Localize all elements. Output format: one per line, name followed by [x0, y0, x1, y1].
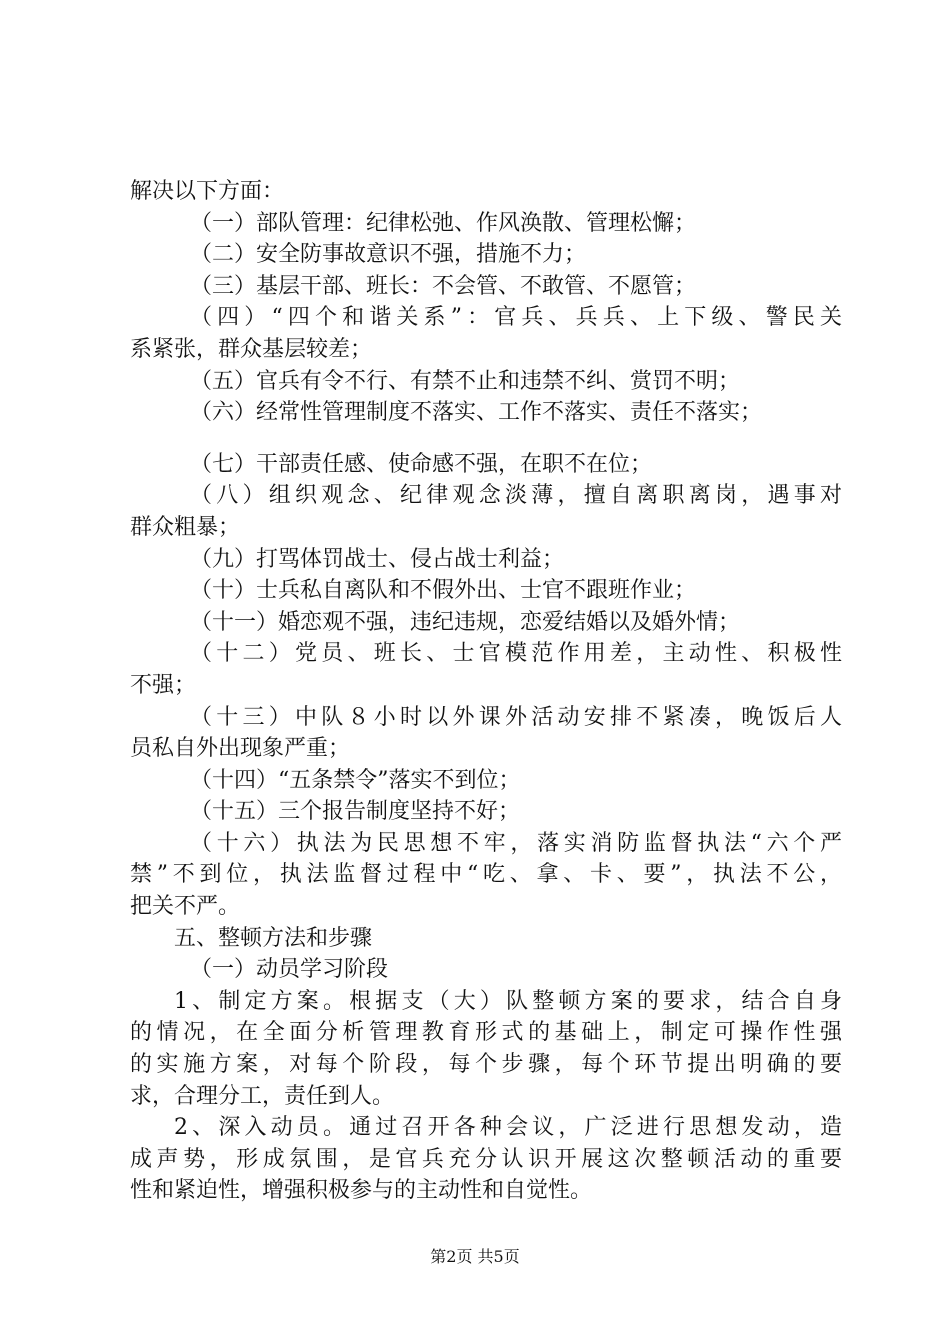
- list-item-13: （十三）中队８小时以外课外活动安排不紧凑，晚饭后人: [190, 704, 842, 730]
- paragraph-line: 的情况，在全面分析管理教育形式的基础上，制定可操作性强: [130, 1020, 842, 1046]
- paragraph-line: 解决以下方面：: [130, 179, 285, 204]
- list-item-16-end: 把关不严。: [130, 894, 241, 920]
- list-item-14: （十四）“五条禁令”落实不到位；: [190, 767, 521, 793]
- list-item-16-continued: 禁”不到位，执法监督过程中“吃、拿、卡、要”，执法不公，: [130, 862, 842, 888]
- list-item-4-continued: 系紧张，群众基层较差；: [130, 336, 373, 362]
- list-item-8: （八）组织观念、纪律观念淡薄，擅自离职离岗，遇事对: [190, 483, 842, 509]
- list-item-9: （九）打骂体罚战士、侵占战士利益；: [190, 546, 565, 572]
- list-item-1: （一）部队管理：纪律松弛、作风涣散、管理松懈；: [190, 210, 697, 236]
- list-item-11: （十一）婚恋观不强，违纪违规，恋爱结婚以及婚外情；: [190, 609, 741, 635]
- paragraph-line: 的实施方案，对每个阶段，每个步骤，每个环节提出明确的要: [130, 1052, 842, 1078]
- list-item-5: （五）官兵有令不行、有禁不止和违禁不纠、赏罚不明；: [190, 368, 741, 394]
- list-item-7: （七）干部责任感、使命感不强，在职不在位；: [190, 451, 653, 477]
- paragraph-line: 成声势，形成氛围，是官兵充分认识开展这次整顿活动的重要: [130, 1146, 842, 1172]
- document-body: [130, 176, 842, 1207]
- list-item-6: （六）经常性管理制度不落实、工作不落实、责任不落实；: [190, 400, 763, 426]
- list-item-12-continued: 不强；: [130, 672, 197, 698]
- paragraph-line: 求，合理分工，责任到人。: [130, 1083, 395, 1109]
- list-item-13-continued: 员私自外出现象严重；: [130, 736, 351, 762]
- list-item-16: （十六）执法为民思想不牢，落实消防监督执法“六个严: [190, 830, 842, 856]
- list-item-8-continued: 群众粗暴；: [130, 514, 241, 540]
- list-item-4: （四）“四个和谐关系”：官兵、兵兵、上下级、警民关: [190, 305, 842, 331]
- list-item-3: （三）基层干部、班长：不会管、不敢管、不愿管；: [190, 273, 697, 299]
- list-item-12: （十二）党员、班长、士官模范作用差，主动性、积极性: [190, 641, 842, 667]
- paragraph-line: 2、深入动员。通过召开各种会议，广泛进行思想发动，造: [174, 1115, 842, 1141]
- paragraph-line: 性和紧迫性，增强积极参与的主动性和自觉性。: [130, 1178, 593, 1204]
- section-heading: 五、整顿方法和步骤: [174, 925, 373, 951]
- subsection-heading: （一）动员学习阶段: [190, 957, 389, 983]
- list-item-2: （二）安全防事故意识不强，措施不力；: [190, 242, 587, 268]
- page-number-footer: 第2页 共5页: [430, 1247, 520, 1266]
- list-item-10: （十）士兵私自离队和不假外出、士官不跟班作业；: [190, 578, 697, 604]
- paragraph-line: 1、制定方案。根据支（大）队整顿方案的要求，结合自身: [174, 988, 842, 1014]
- list-item-15: （十五）三个报告制度坚持不好；: [190, 799, 521, 825]
